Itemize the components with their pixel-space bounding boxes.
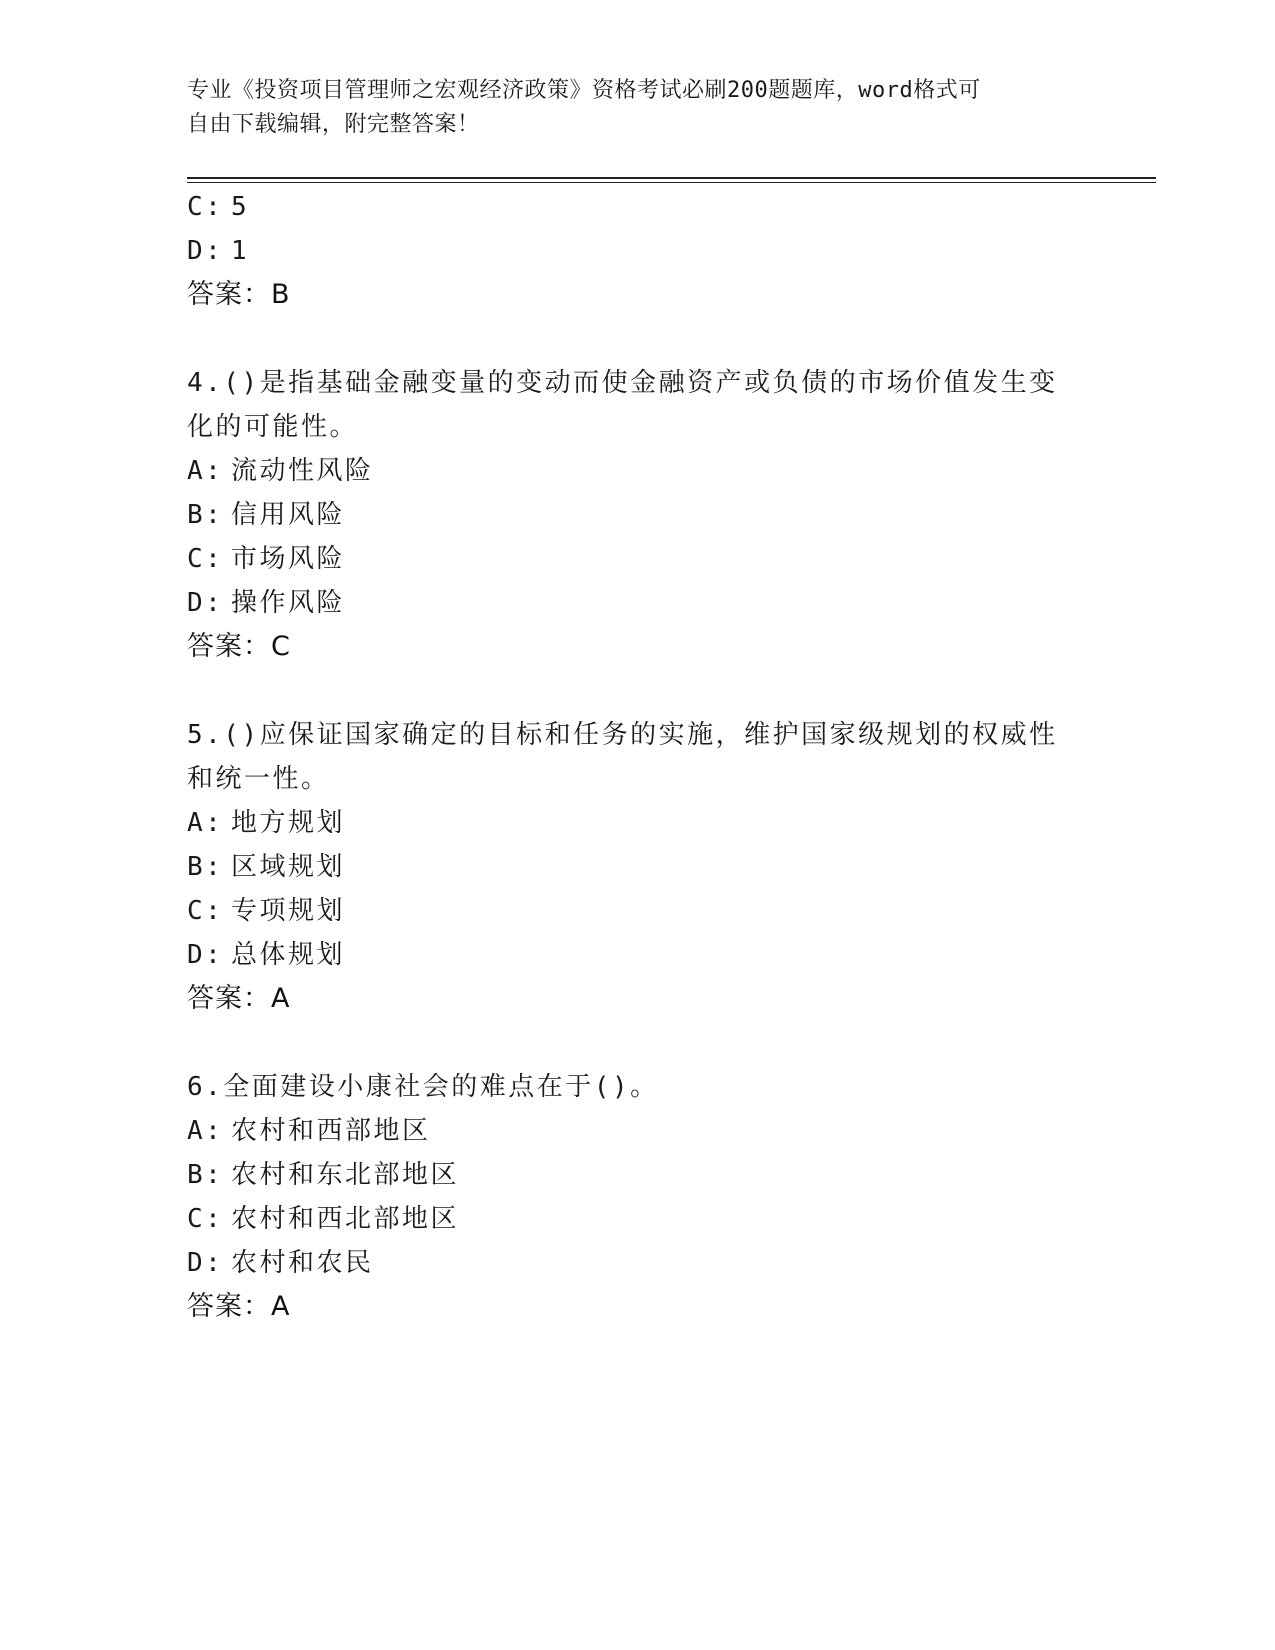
option-c: [187, 1196, 1067, 1242]
document-header: [187, 74, 1067, 142]
question-stem-continued: 和统一性。: [187, 764, 330, 794]
option-d: [187, 580, 1067, 626]
option-a: [187, 448, 1067, 494]
option-text: 市场风险: [231, 544, 346, 574]
option-a: [187, 800, 1067, 846]
option-key: C:: [187, 1204, 224, 1234]
option-key: A:: [187, 456, 224, 486]
option-key: D:: [187, 588, 224, 618]
option-key: B:: [187, 852, 224, 882]
option-b: [187, 1152, 1067, 1198]
option-b: [187, 844, 1067, 890]
option-text: 农村和农民: [231, 1248, 374, 1278]
option-d: [187, 1240, 1067, 1286]
option-key: B:: [187, 1160, 224, 1190]
header-divider-thick: [187, 177, 1156, 179]
option-text: 1: [231, 236, 250, 266]
header-divider-thin: [187, 182, 1156, 183]
option-text: 农村和西部地区: [231, 1116, 431, 1146]
option-text: 地方规划: [231, 808, 346, 838]
option-key: D:: [187, 236, 224, 266]
option-text: 5: [231, 192, 250, 222]
answer-line: 答案：C: [187, 631, 291, 662]
option-text: 农村和西北部地区: [231, 1204, 460, 1234]
option-a: [187, 1108, 1067, 1154]
option-key: D:: [187, 940, 224, 970]
option-key: B:: [187, 500, 224, 530]
option-key: C:: [187, 896, 224, 926]
option-text: 流动性风险: [231, 456, 374, 486]
option-key: A:: [187, 1116, 224, 1146]
option-key: C:: [187, 544, 224, 574]
option-d: [187, 228, 1067, 274]
option-c: [187, 888, 1067, 934]
option-d: [187, 932, 1067, 978]
option-b: [187, 492, 1067, 538]
option-c: [187, 536, 1067, 582]
option-text: 区域规划: [231, 852, 346, 882]
answer-line: 答案：A: [187, 983, 291, 1014]
header-line-2: 自由下载编辑，附完整答案！: [187, 112, 480, 137]
option-text: 农村和东北部地区: [231, 1160, 460, 1190]
header-line-1: 专业《投资项目管理师之宏观经济政策》资格考试必刷200题题库，word格式可: [187, 78, 981, 103]
question-stem: 4.()是指基础金融变量的变动而使金融资产或负债的市场价值发生变: [187, 368, 1058, 398]
option-text: 专项规划: [231, 896, 346, 926]
option-key: A:: [187, 808, 224, 838]
answer-line: 答案：A: [187, 1291, 291, 1322]
answer-line: 答案：B: [187, 279, 291, 310]
question-stem-continued: 化的可能性。: [187, 412, 359, 442]
question-stem: 5.()应保证国家确定的目标和任务的实施，维护国家级规划的权威性: [187, 720, 1058, 750]
option-text: 信用风险: [231, 500, 346, 530]
option-c: [187, 184, 1067, 230]
option-key: C:: [187, 192, 224, 222]
question-stem: 6.全面建设小康社会的难点在于()。: [187, 1072, 659, 1102]
option-text: 总体规划: [231, 940, 346, 970]
option-text: 操作风险: [231, 588, 346, 618]
option-key: D:: [187, 1248, 224, 1278]
